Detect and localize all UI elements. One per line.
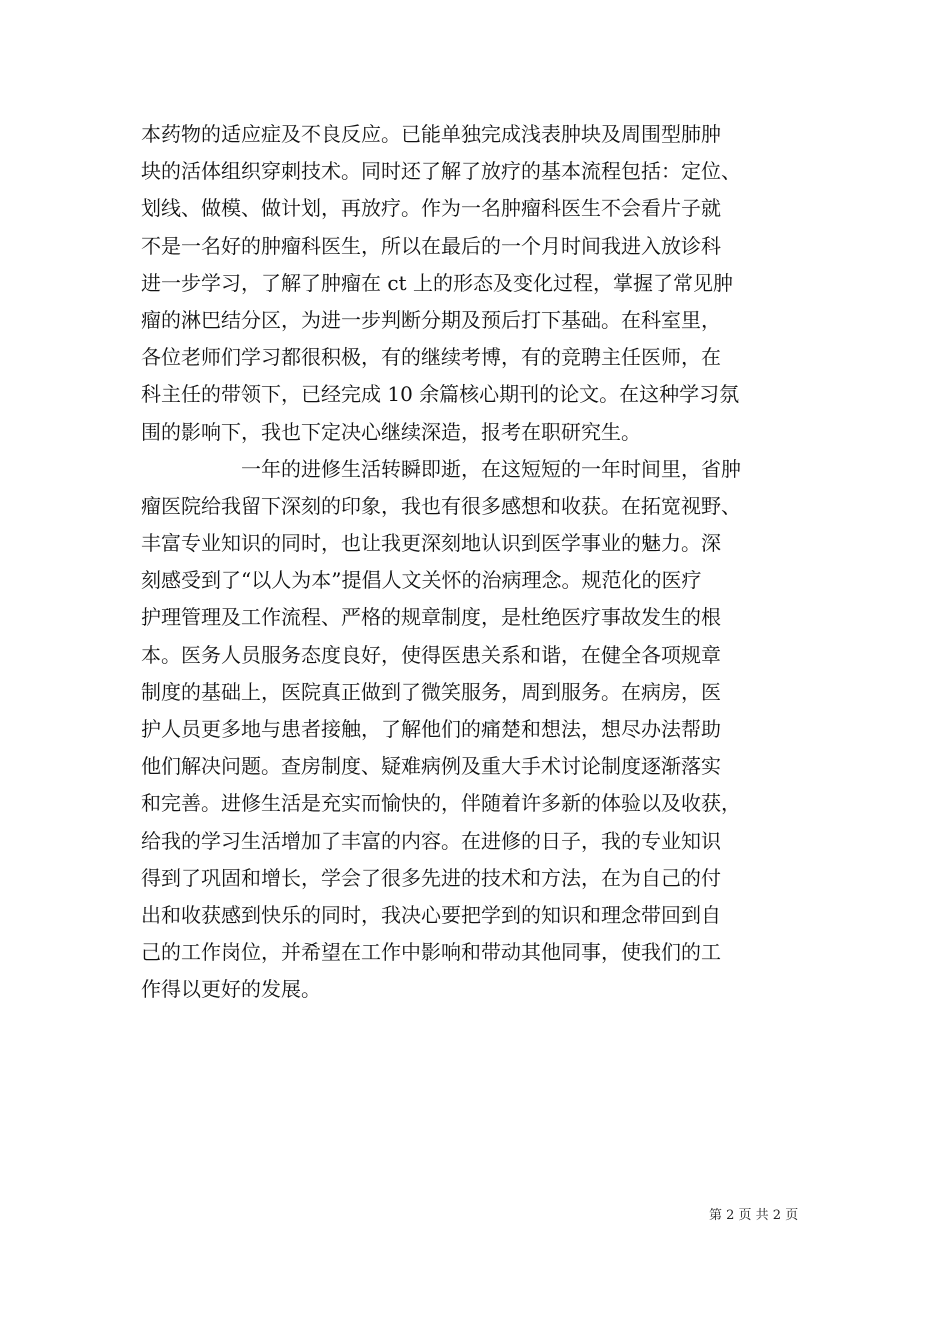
text-line: 护人员更多地与患者接触，了解他们的痛楚和想法，想尽办法帮助: [141, 717, 721, 741]
text-line: 不是一名好的肿瘤科医生，所以在最后的一个月时间我进入放诊科: [141, 233, 721, 258]
text-line: 丰富专业知识的同时，也让我更深刻地认识到医学事业的魅力。深: [141, 531, 721, 556]
text-line: 块的活体组织穿刺技术。同时还了解了放疗的基本流程包括：定位、: [141, 159, 741, 184]
text-line: 科主任的带领下，已经完成 10 余篇核心期刊的论文。在这种学习氛: [141, 382, 740, 407]
text-line: 本。医务人员服务态度良好，使得医患关系和谐，在健全各项规章: [141, 642, 721, 667]
text-line: 瘤医院给我留下深刻的印象，我也有很多感想和收获。在拓宽视野、: [141, 493, 741, 518]
text-line: 进一步学习，了解了肿瘤在 ct 上的形态及变化过程，掌握了常见肿: [141, 270, 733, 295]
text-line: 围的影响下，我也下定决心继续深造，报考在职研究生。: [141, 419, 641, 444]
text-line: 得到了巩固和增长，学会了很多先进的技术和方法，在为自己的付: [141, 865, 721, 890]
text-line: 各位老师们学习都很积极，有的继续考博，有的竞聘主任医师，在: [141, 345, 721, 370]
text-line-indented: 一年的进修生活转瞬即逝，在这短短的一年时间里，省肿: [241, 456, 741, 481]
text-line: 本药物的适应症及不良反应。已能单独完成浅表肿块及周围型肺肿: [141, 122, 721, 146]
text-line: 己的工作岗位，并希望在工作中影响和带动其他同事，使我们的工: [141, 940, 721, 965]
text-line: 划线、做模、做计划，再放疗。作为一名肿瘤科医生不会看片子就: [141, 196, 721, 221]
body-text: [141, 116, 824, 1009]
text-line: 和完善。进修生活是充实而愉快的，伴随着许多新的体验以及收获，: [141, 791, 741, 816]
text-line: 制度的基础上，医院真正做到了微笑服务，周到服务。在病房，医: [141, 679, 721, 704]
text-line: 出和收获感到快乐的同时，我决心要把学到的知识和理念带回到自: [141, 902, 721, 927]
text-line: 瘤的淋巴结分区，为进一步判断分期及预后打下基础。在科室里，: [141, 307, 721, 332]
page-number: 第 2 页 共 2 页: [709, 1208, 799, 1223]
text-line: 他们解决问题。查房制度、疑难病例及重大手术讨论制度逐渐落实: [141, 754, 721, 779]
text-line: 刻感受到了“以人为本”提倡人文关怀的治病理念。规范化的医疗: [141, 568, 702, 593]
text-line: 作得以更好的发展。: [141, 977, 321, 1002]
text-line: 护理管理及工作流程、严格的规章制度，是杜绝医疗事故发生的根: [141, 605, 721, 630]
text-line: 给我的学习生活增加了丰富的内容。在进修的日子，我的专业知识: [141, 828, 721, 853]
